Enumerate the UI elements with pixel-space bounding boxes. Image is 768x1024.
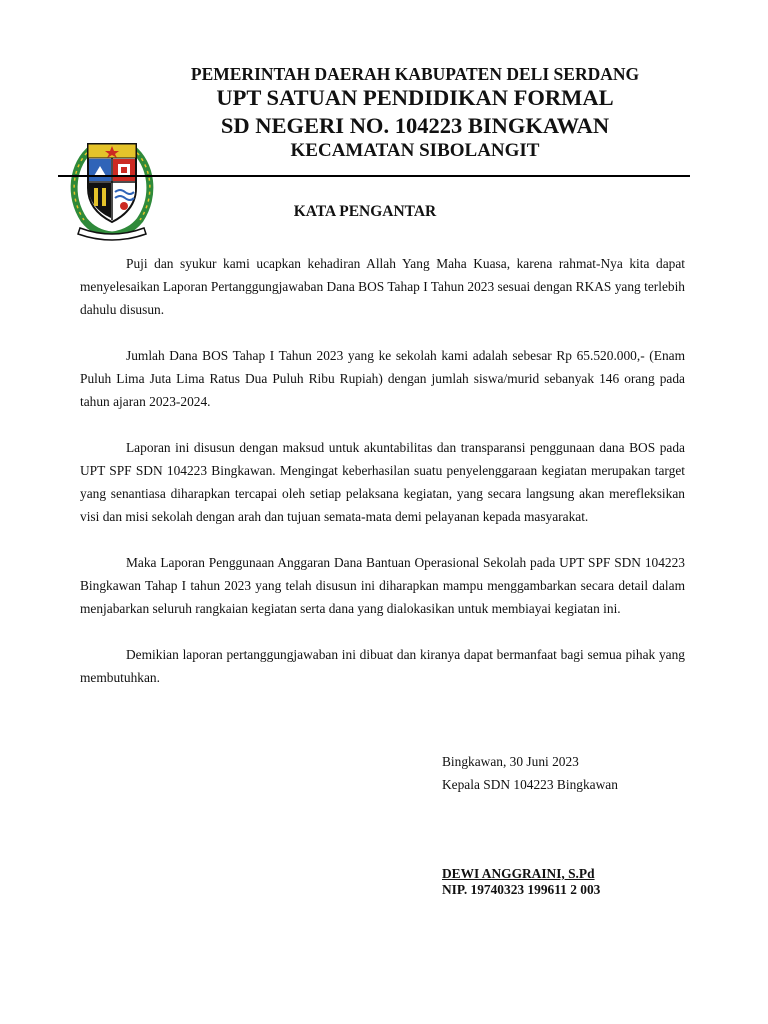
- signer-nip: NIP. 19740323 199611 2 003: [442, 882, 601, 897]
- document-title: KATA PENGANTAR: [293, 203, 437, 220]
- header-divider: [58, 175, 690, 177]
- signer-name: DEWI ANGGRAINI, S.Pd: [442, 866, 595, 881]
- signer-identity: [442, 866, 742, 898]
- school-heading: SD NEGERI NO. 104223 BINGKAWAN: [220, 113, 610, 138]
- paragraph: Jumlah Dana BOS Tahap I Tahun 2023 yang ke sekolah kami adalah sebesar Rp 65.520.000,- (Enam Puluh Lima Juta Lima Ratus Dua Puluh Ribu Rupiah) dengan jumlah siswa/murid sebanyak 146 orang pada tahun ajaran 2023-2024.: [80, 348, 685, 409]
- signer-position: Kepala SDN 104223 Bingkawan: [442, 777, 618, 792]
- paragraph: Maka Laporan Penggunaan Anggaran Dana Bantuan Operasional Sekolah pada UPT SPF SDN 104223 Bingkawan Tahap I tahun 2023 yang telah disusun ini diharapkan mampu menggambarkan secara detail dalam menjabarkan seluruh rangkaian kegiatan serta dana yang dialokasikan untuk membiayai kegiatan ini.: [80, 555, 685, 616]
- government-heading: PEMERINTAH DAERAH KABUPATEN DELI SERDANG: [190, 64, 640, 84]
- paragraph: Laporan ini disusun dengan maksud untuk akuntabilitas dan transparansi penggunaan dana BOS pada UPT SPF SDN 104223 Bingkawan. Mengingat keberhasilan suatu penyelenggaraan kegiatan merupakan target yang senantiasa diharapkan tercapai oleh setiap pelaksana kegiatan, yang secara langsung akan merefleksikan visi dan misi sekolah dengan arah dan tujuan semata-mata demi pelayanan kepada masyarakat.: [80, 440, 685, 524]
- unit-heading: UPT SATUAN PENDIDIKAN FORMAL: [216, 85, 614, 110]
- place-date: Bingkawan, 30 Juni 2023: [442, 754, 579, 769]
- district-heading: KECAMATAN SIBOLANGIT: [290, 140, 540, 161]
- signature-block: [442, 750, 742, 796]
- paragraph: Puji dan syukur kami ucapkan kehadiran Allah Yang Maha Kuasa, karena rahmat-Nya kita dapat menyelesaikan Laporan Pertanggungjawaban Dana BOS Tahap I Tahun 2023 sesuai dengan RKAS yang terlebih dahulu disusun.: [80, 256, 685, 317]
- letter-body: [80, 252, 685, 712]
- paragraph: Demikian laporan pertanggungjawaban ini dibuat dan kiranya dapat bermanfaat bagi semua pihak yang membutuhkan.: [80, 647, 685, 685]
